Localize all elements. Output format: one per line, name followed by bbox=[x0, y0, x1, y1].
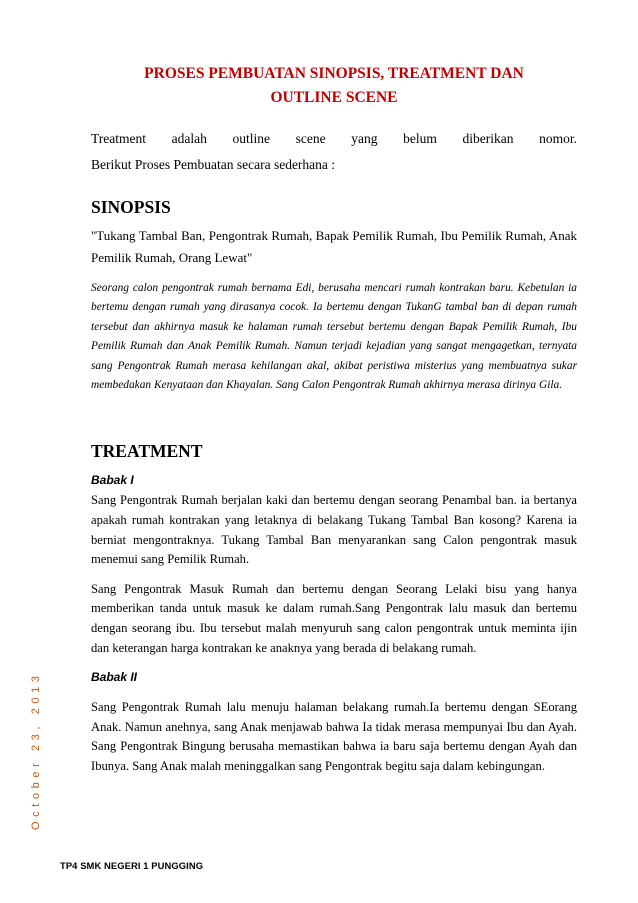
babak-1-paragraph-1: Sang Pengontrak Rumah berjalan kaki dan bertemu dengan seorang Penambal ban. ia bertanya apakah rumah kontrakan yang letaknya di belakang Tukang Tambal Ban kosong? Karena ia berniat mengontraknya. Tukang Tambal Ban menyarankan sang Calon pengontrak masuk menemui sang Pemilik Rumah. bbox=[91, 493, 577, 567]
treatment-heading: TREATMENT bbox=[91, 441, 203, 462]
intro-definition: Treatment adalah outline scene yang belum diberikan nomor. bbox=[91, 131, 577, 146]
document-title bbox=[91, 62, 577, 110]
sinopsis-heading: SINOPSIS bbox=[91, 197, 171, 217]
babak-1-label: Babak I bbox=[91, 473, 134, 488]
page-footer: TP4 SMK NEGERI 1 PUNGGING bbox=[60, 860, 204, 871]
babak-2-label: Babak II bbox=[91, 670, 138, 685]
document-body bbox=[91, 62, 577, 777]
title-line-2: OUTLINE SCENE bbox=[270, 89, 398, 106]
sinopsis-characters: "Tukang Tambal Ban, Pengontrak Rumah, Bapak Pemilik Rumah, Ibu Pemilik Rumah, Anak Pemilik Rumah, Orang Lewat" bbox=[91, 228, 577, 265]
side-date-label: October 23, 2013 bbox=[30, 671, 42, 830]
babak-1-paragraph-2: Sang Pengontrak Masuk Rumah dan bertemu dengan Seorang Lelaki bisu yang hanya memberikan tanda untuk masuk ke dalam rumah.Sang Pengontrak lalu masuk dan bertemu dengan seorang ibu. Ibu tersebut malah menyuruh sang calon pengontrak untuk meminta ijin dan keterangan harga kontrakan ke anaknya yang berada di belakang rumah. bbox=[91, 581, 577, 655]
title-line-1: PROSES PEMBUATAN SINOPSIS, TREATMENT DAN bbox=[144, 65, 524, 82]
babak-2-paragraph-1: Sang Pengontrak Rumah lalu menuju halaman belakang rumah.Ia bertemu dengan SEorang Anak. Namun anehnya, sang Anak menjawab bahwa Ia tidak merasa mempunyai Ibu dan Ayah. Sang Pengontrak Bingung berusaha memastikan bahwa ia baru saja bertemu dengan Ayah dan Ibunya. Sang Anak malah meninggalkan sang Pengontrak begitu saja dalam kebingungan. bbox=[91, 700, 577, 773]
intro-process: Berikut Proses Pembuatan secara sederhana : bbox=[91, 157, 336, 172]
sinopsis-summary: Seorang calon pengontrak rumah bernama Edi, berusaha mencari rumah kontrakan baru. Kebetulan ia bertemu dengan rumah yang dirasanya cocok. Ia bertemu dengan TukanG tambal ban di depan rumah tersebut dan akhirnya masuk ke halaman rumah tersebut bertemu dengan Bapak Pemilik Rumah, Ibu Pemilik Rumah dan Anak Pemilik Rumah. Namun terjadi kejadian yang sangat mengagetkan, ternyata sang Pengontrak Rumah merasa kehilangan akal, akibat peristiwa misterius yang membuatnya sukar membedakan Kenyataan dan Khayalan. Sang Calon Pengontrak Rumah akhirnya merasa dirinya Gila. bbox=[91, 282, 577, 392]
